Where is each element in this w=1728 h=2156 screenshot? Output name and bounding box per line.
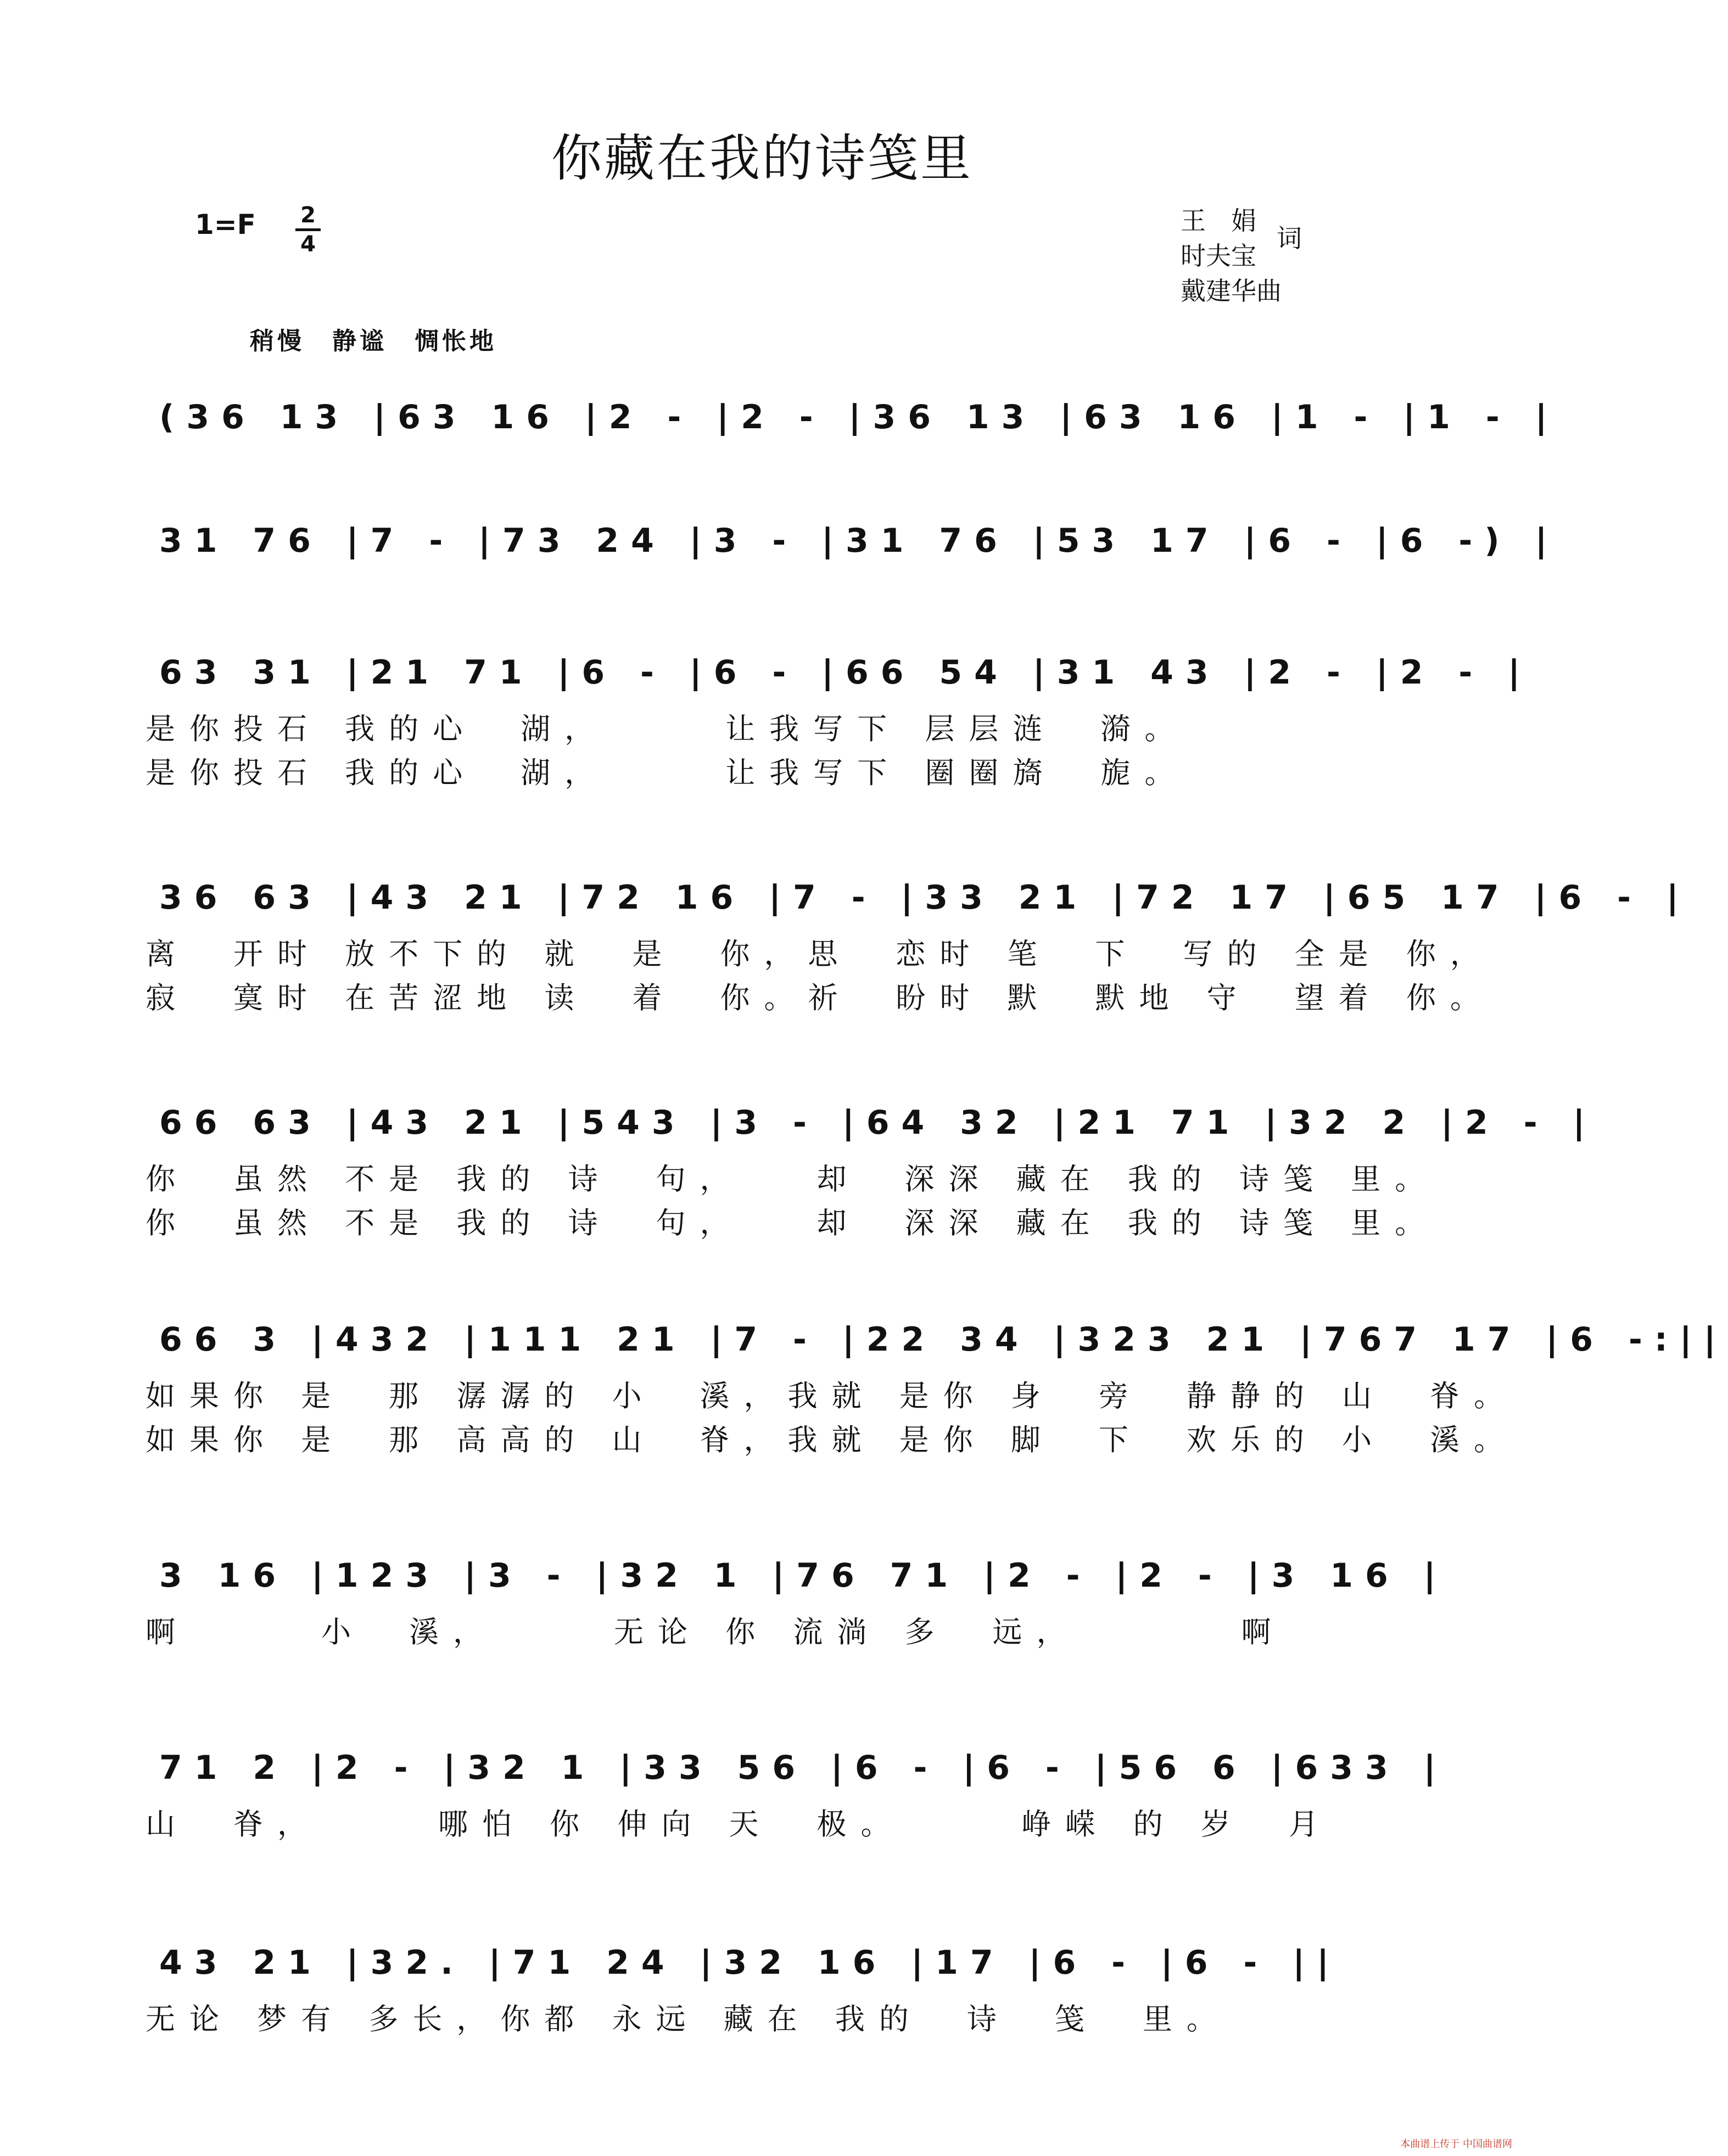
lyric-line-1: 你 虽然 不是 我的 诗 句， 却 深深 藏在 我的 诗笺 里。 — [146, 1162, 1439, 1196]
lyric-line-2: 寂 寞时 在苦涩地 读 着 你。祈 盼时 默 默地 守 望着 你。 — [146, 981, 1494, 1015]
time-signature-bottom: 4 — [300, 232, 316, 257]
credits — [1181, 203, 1302, 309]
lyricist-suffix: 词 — [1277, 223, 1302, 253]
key-signature: 1=F — [195, 209, 256, 240]
lyricist-2: 时夫宝 — [1181, 241, 1256, 271]
time-signature — [295, 204, 321, 255]
notation-row: 66 3 |432 |111 21 |7 - |22 34 |323 21 |767 17 |6 -:|| — [159, 1320, 1728, 1359]
score-system-7 — [146, 1554, 1448, 1696]
lyric-line-1: 如果你 是 那 潺潺的 小 溪，我就 是你 身 旁 静静的 山 脊。 — [146, 1379, 1518, 1413]
notation-row: (36 13 |63 16 |2 - |2 - |36 13 |63 16 |1 - |1 - | — [159, 398, 1559, 436]
time-signature-top: 2 — [300, 203, 316, 228]
score-system-2 — [159, 519, 1559, 662]
lyric-line-2: 是你投石 我的心 湖， 让我写下 圈圈旖 旎。 — [146, 755, 1189, 790]
notation-row: 63 31 |21 71 |6 - |6 - |66 54 |31 43 |2 - |2 - | — [159, 653, 1533, 692]
lyric-line-2: 你 虽然 不是 我的 诗 句， 却 深深 藏在 我的 诗笺 里。 — [146, 1206, 1439, 1240]
lyric-line-1: 无论 梦有 多长，你都 永远 藏在 我的 诗 笺 里。 — [146, 2002, 1231, 2036]
time-signature-divider — [295, 228, 321, 231]
score-system-5 — [146, 1101, 1597, 1244]
notation-row: 3 16 |123 |3 - |32 1 |76 71 |2 - |2 - |3 16 | — [159, 1556, 1448, 1595]
score-system-4 — [146, 876, 1691, 1018]
lyric-line-1: 啊 小 溪， 无论 你 流淌 多 远， 啊 — [146, 1615, 1285, 1649]
notation-row: 66 63 |43 21 |543 |3 - |64 32 |21 71 |32 2 |2 - | — [159, 1104, 1597, 1142]
notation-row: 71 2 |2 - |32 1 |33 56 |6 - |6 - |56 6 |633 | — [159, 1749, 1448, 1787]
score-system-3 — [146, 651, 1533, 793]
notation-row: 31 76 |7 - |73 24 |3 - |31 76 |53 17 |6 - |6 -) | — [159, 522, 1559, 560]
notation-row: 36 63 |43 21 |72 16 |7 - |33 21 |72 17 |65 17 |6 - | — [159, 878, 1691, 917]
score-system-8 — [146, 1746, 1448, 1889]
footer-watermark: 本曲谱上传于 中国曲谱网 — [1400, 2138, 1512, 2150]
notation-row: 43 21 |32. |71 24 |32 16 |17 |6 - |6 - || — [159, 1944, 1341, 1982]
lyric-line-2: 如果你 是 那 高高的 山 脊，我就 是你 脚 下 欢乐的 小 溪。 — [146, 1423, 1518, 1457]
tempo-marking: 稍慢 静谧 惆怅地 — [250, 327, 497, 355]
lyric-line-1: 是你投石 我的心 湖， 让我写下 层层涟 漪。 — [146, 712, 1189, 746]
lyric-line-1: 离 开时 放不下的 就 是 你，思 恋时 笔 下 写的 全是 你， — [146, 937, 1494, 971]
lyric-line-1: 山 脊， 哪怕 你 伸向 天 极。 峥嵘 的 岁 月 — [146, 1807, 1333, 1841]
score-system-9 — [146, 1941, 1384, 2084]
score-system-6 — [146, 1318, 1728, 1460]
composer: 戴建华曲 — [1181, 276, 1282, 306]
page-title: 你藏在我的诗笺里 — [551, 129, 973, 188]
lyricist-1: 王 娟 — [1181, 206, 1256, 236]
score-system-1 — [159, 395, 1559, 538]
